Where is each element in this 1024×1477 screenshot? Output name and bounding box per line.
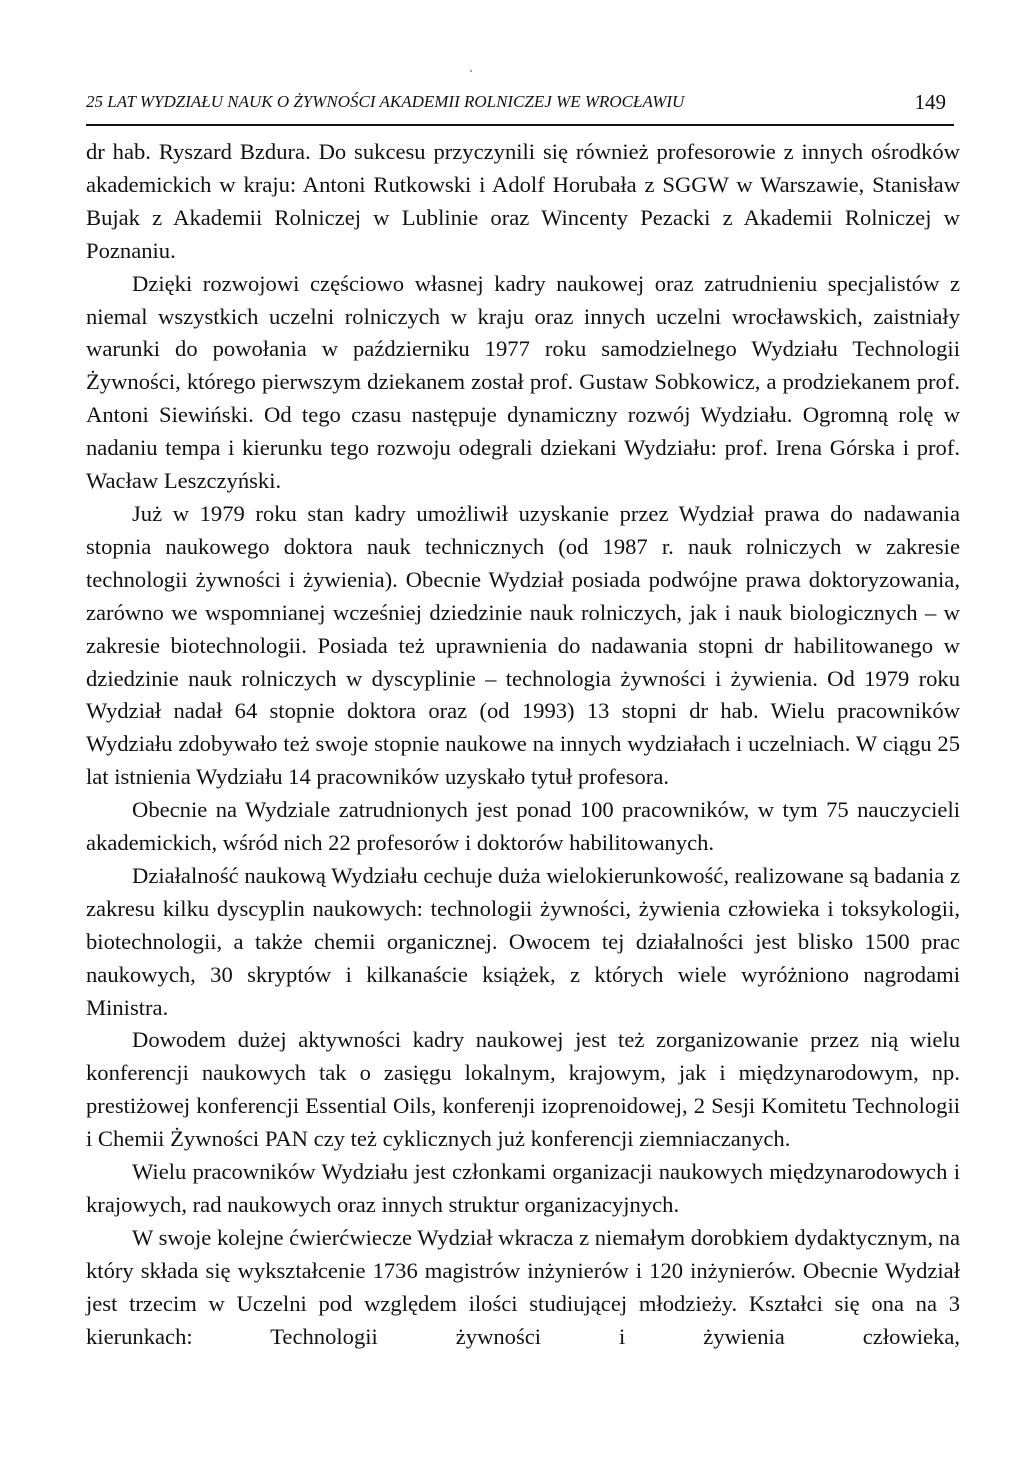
paragraph: W swoje kolejne ćwierćwiecze Wydział wkracza z niemałym dorobkiem dydaktycznym, na który składa się wykształcenie 1736 magistrów inżynierów i 120 inżynierów. Obecnie Wydział jest trzecim w Uczelni pod względem ilości studiującej młodzieży. Kształci się ona na 3 kierunkach: Technologii żywności i żywienia człowieka, <box>86 1224 960 1349</box>
paragraph: Dzięki rozwojowi częściowo własnej kadry naukowej oraz zatrudnieniu specjalistów z niemal wszystkich uczelni rolniczych w kraju oraz innych uczelni wrocławskich, zaistniały warunki do powołania w październiku 1977 roku samodzielnego Wydziału Technologii Żywności, którego pierwszym dziekanem został prof. Gustaw Sobkowicz, a prodziekanem prof. Antoni Siewiński. Od tego czasu następuje dynamiczny rozwój Wydziału. Ogromną rolę w nadaniu tempa i kierunku tego rozwoju odegrali dziekani Wydziału: prof. Irena Górska i prof. Wacław Leszczyński. <box>86 270 960 494</box>
paragraph: Działalność naukową Wydziału cechuje duża wielokierunkowość, realizowane są badania z zakresu kilku dyscyplin naukowych: technologii żywności, żywienia człowieka i toksykologii, biotechnologii, a także chemii organicznej. Owocem tej działalności jest blisko 1500 prac naukowych, 30 skryptów i kilkanaście książek, z których wiele wyróżniono nagrodami Ministra. <box>86 862 960 1020</box>
page-number: 149 <box>914 90 946 114</box>
paragraph: Obecnie na Wydziale zatrudnionych jest ponad 100 pracowników, w tym 75 nauczycieli akademickich, wśród nich 22 profesorów i doktorów habilitowanych. <box>86 797 960 856</box>
running-head: 25 LAT WYDZIAŁU NAUK O ŻYWNOŚCI AKADEMII ROLNICZEJ WE WROCŁAWIU <box>86 92 685 111</box>
paragraph: Dowodem dużej aktywności kadry naukowej jest też zorganizowanie przez nią wielu konferencji naukowych tak o zasięgu lokalnym, krajowym, jak i międzynarodowym, np. prestiżowej konferencji Essential Oils, konferenji izoprenoidowej, 2 Sesji Komitetu Technologii i Chemii Żywności PAN czy też cyklicznych już konferencji ziemniaczanych. <box>86 1027 960 1152</box>
paragraph: Wielu pracowników Wydziału jest członkami organizacji naukowych międzynarodowych i krajowych, rad naukowych oraz innych struktur organizacyjnych. <box>86 1159 960 1217</box>
body-text <box>86 136 960 1354</box>
scan-speck <box>470 70 472 72</box>
header-rule <box>86 124 954 126</box>
paragraph-continuation: dr hab. Ryszard Bzdura. Do sukcesu przyczynili się również profesorowie z innych ośrodków akademickich w kraju: Antoni Rutkowski i Adolf Horubała z SGGW w Warszawie, Stanisław Bujak z Akademii Rolniczej w Lublinie oraz Wincenty Pezacki z Akademii Rolniczej w Poznaniu. <box>86 139 960 263</box>
page-header <box>86 92 954 126</box>
paragraph: Już w 1979 roku stan kadry umożliwił uzyskanie przez Wydział prawa do nadawania stopnia naukowego doktora nauk technicznych (od 1987 r. nauk rolniczych w zakresie technologii żywności i żywienia). Obecnie Wydział posiada podwójne prawa doktoryzowania, zarówno we wspomnianej wcześniej dziedzinie nauk rolniczych, jak i nauk biologicznych – w zakresie biotechnologii. Posiada też uprawnienia do nadawania stopni dr habilitowanego w dziedzinie nauk rolniczych w dyscyplinie – technologia żywności i żywienia. Od 1979 roku Wydział nadał 64 stopnie doktora oraz (od 1993) 13 stopni dr hab. Wielu pracowników Wydziału zdobywało też swoje stopnie naukowe na innych wydziałach i uczelniach. W ciągu 25 lat istnienia Wydziału 14 pracowników uzyskało tytuł profesora. <box>86 500 960 790</box>
